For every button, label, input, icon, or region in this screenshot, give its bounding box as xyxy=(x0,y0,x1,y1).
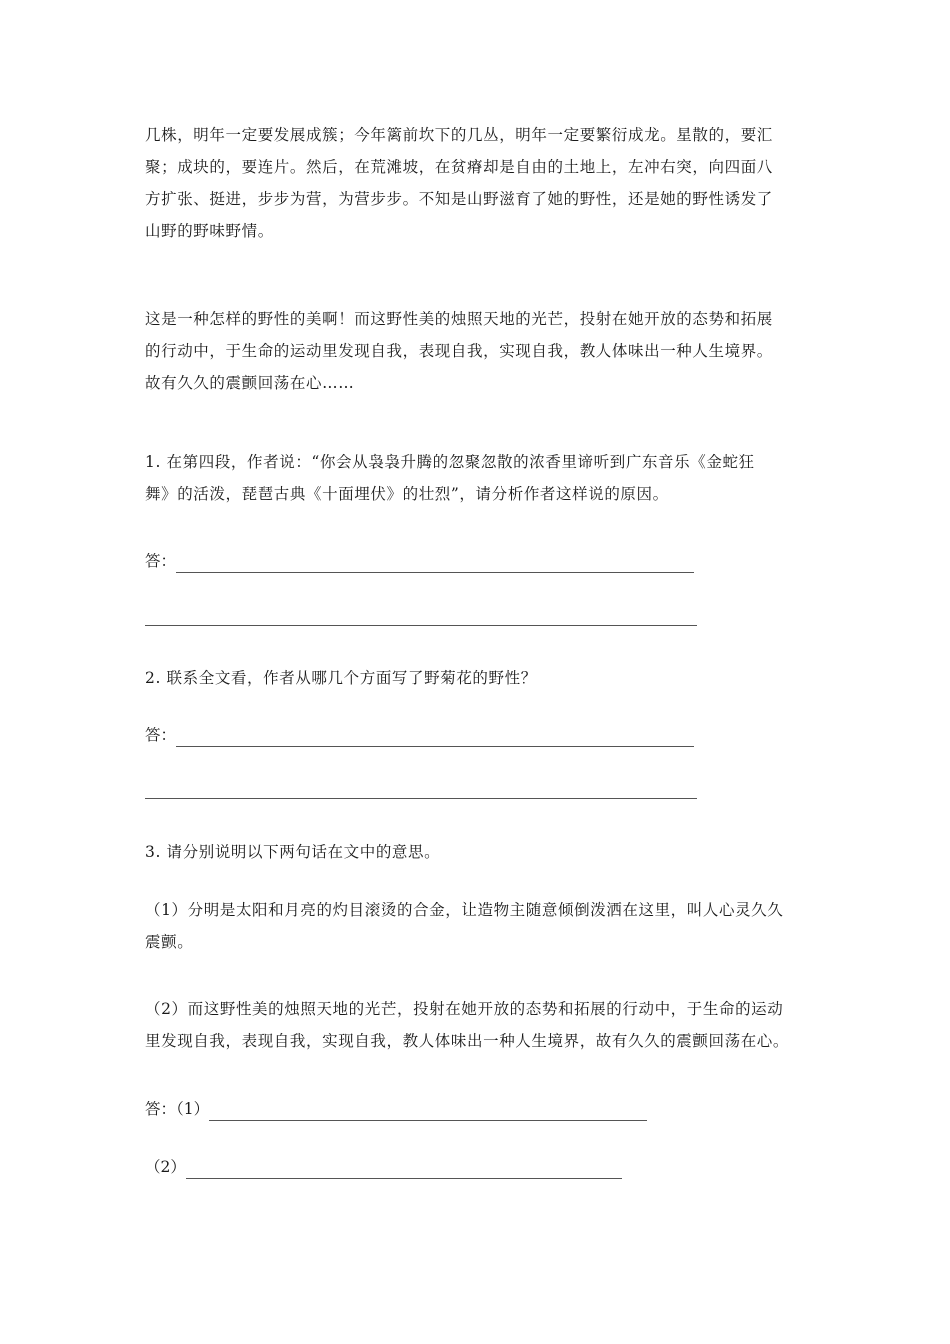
answer-label: 答：（1） xyxy=(145,1100,210,1118)
text-line: 里发现自我，表现自我，实现自我，教人体味出一种人生境界，故有久久的震颤回荡在心。 xyxy=(145,1032,790,1050)
text-line: （1）分明是太阳和月亮的灼目滚烫的合金，让造物主随意倾倒泼洒在这里，叫人心灵久久 xyxy=(145,901,784,919)
answer-row-3-1 xyxy=(145,1097,647,1121)
text-line: 方扩张、挺进，步步为营，为营步步。不知是山野滋育了她的野性，还是她的野性诱发了 xyxy=(145,190,773,208)
text-line: 1. 在第四段，作者说：“你会从袅袅升腾的忽聚忽散的浓香里谛听到广东音乐《金蛇狂 xyxy=(145,453,755,471)
text-line: 2. 联系全文看，作者从哪几个方面写了野菊花的野性？ xyxy=(145,669,537,687)
answer-label: 答： xyxy=(145,726,177,744)
answer-label: （2） xyxy=(145,1158,186,1176)
answer-label: 答： xyxy=(145,552,177,570)
text-line: 舞》的活泼，琵琶古典《十面埋伏》的壮烈”，请分析作者这样说的原因。 xyxy=(145,485,669,503)
text-line: 3. 请分别说明以下两句话在文中的意思。 xyxy=(145,843,441,861)
answer-row-2 xyxy=(145,723,694,747)
answer-blank-line[interactable] xyxy=(145,625,697,626)
text-line: （2）而这野性美的烛照天地的光芒，投射在她开放的态势和拓展的行动中，于生命的运动 xyxy=(145,1000,784,1018)
text-line: 几株，明年一定要发展成簇；今年篱前坎下的几丛，明年一定要繁衍成龙。星散的，要汇 xyxy=(145,126,773,144)
question-3-sentence-1 xyxy=(145,894,810,958)
text-line: 山野的野味野情。 xyxy=(145,222,274,240)
answer-blank-field[interactable] xyxy=(209,1102,647,1121)
question-2 xyxy=(145,662,810,694)
question-3 xyxy=(145,836,810,868)
answer-blank-field[interactable] xyxy=(186,1160,622,1179)
passage-paragraph-2 xyxy=(145,303,810,399)
answer-blank-field[interactable] xyxy=(176,728,694,747)
text-line: 聚；成块的，要连片。然后，在荒滩坡，在贫瘠却是自由的土地上，左冲右突，向四面八 xyxy=(145,158,773,176)
answer-blank-field[interactable] xyxy=(176,554,694,573)
text-line: 的行动中，于生命的运动里发现自我，表现自我，实现自我，教人体味出一种人生境界。 xyxy=(145,342,773,360)
answer-row-1 xyxy=(145,549,694,573)
text-line: 故有久久的震颤回荡在心…… xyxy=(145,374,355,392)
question-3-sentence-2 xyxy=(145,993,810,1057)
answer-blank-line[interactable] xyxy=(145,798,697,799)
text-line: 这是一种怎样的野性的美啊！而这野性美的烛照天地的光芒，投射在她开放的态势和拓展 xyxy=(145,310,773,328)
question-1 xyxy=(145,446,810,510)
text-line: 震颤。 xyxy=(145,933,194,951)
answer-row-3-2 xyxy=(145,1155,622,1179)
passage-paragraph-1 xyxy=(145,119,810,247)
